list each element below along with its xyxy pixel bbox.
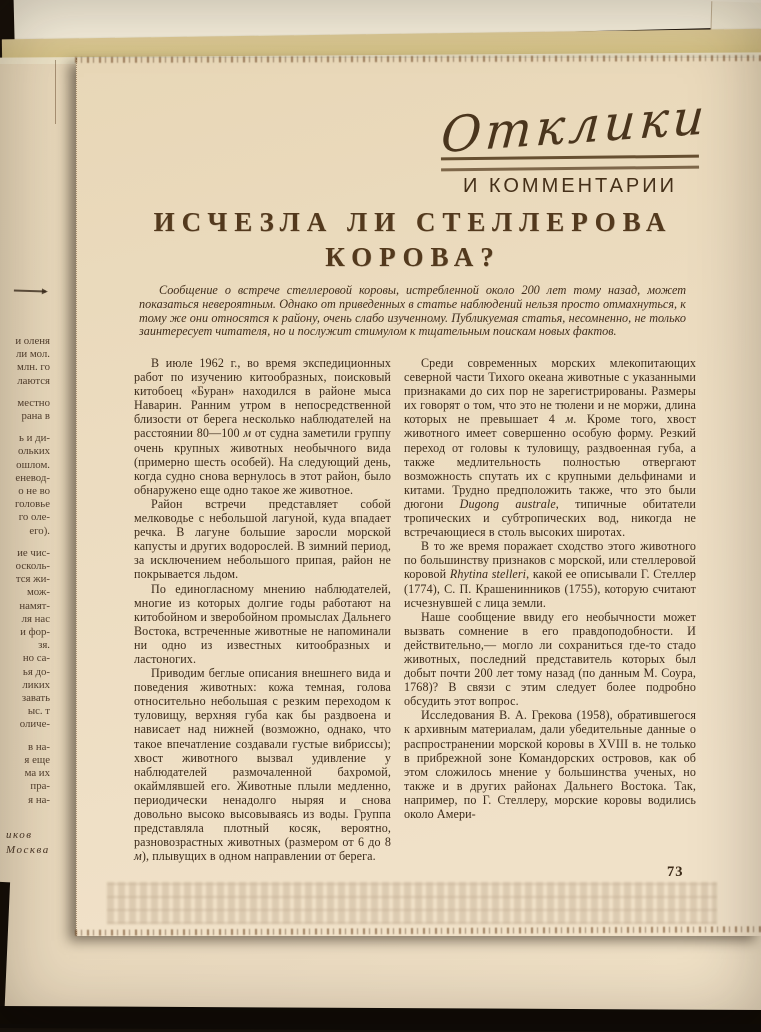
- under-page-text-fragment: ошлом.: [16, 458, 50, 471]
- under-page-text-fragment: и оленя: [15, 335, 50, 347]
- paragraph: [134, 356, 391, 497]
- paragraph: [134, 497, 391, 582]
- ink-showthrough: [107, 882, 717, 924]
- under-page-text-fragment: пра-: [30, 780, 50, 793]
- latin-species-name: Rhytina stelleri: [449, 567, 527, 582]
- paragraph: [404, 539, 696, 609]
- under-page-text-column: [0, 335, 50, 807]
- text-segment: Наше сообщение ввиду его необычности может вызвать сомнение в его правдоподобности. И действительно,— могло ли сохраниться где-то стадо животных, последний представитель которых был добыт почти 200 лет тому назад (по данным М. Соура, 1768)? В связи с этим следует более подробно обсудить этот вопрос.: [404, 609, 696, 709]
- paragraph: [134, 666, 391, 863]
- text-segment: В июле 1962 г., во время экспедиционных работ по изучению китообразных, поисковый китобоец «Буран» находился в районе мыса Наварин. Ранним утром в непосредственной близости от берега несколько наблюдателей на расстоянии 80—100: [134, 356, 391, 441]
- section-subtitle: И КОММЕНТАРИИ: [463, 175, 677, 197]
- under-page-text-fragment: о не во: [18, 485, 50, 498]
- under-page-text-fragment: еневод-: [15, 471, 50, 484]
- magazine-page: [76, 58, 761, 936]
- author-signature: [6, 828, 50, 858]
- under-page-text-fragment: местно: [17, 396, 50, 409]
- under-page-text-fragment: и фор-: [20, 626, 50, 639]
- text-segment: . Кроме того, хвост животного имеет совершенно особую форму. Резкий переход от головы к туловищу, раздвоенная губа, а также медлительность полностью отвергают возможность спутать их с крупными дельфинами и китами. Трудно предположить также, что это были дюгони: [404, 412, 696, 511]
- under-page-text-fragment: тся жи-: [15, 573, 50, 586]
- latin-species-name: м: [134, 849, 142, 864]
- text-segment: Исследования В. А. Грекова (1958), обратившегося к архивным материалам, дали убедительные данные о распространении морской коровы в XVIII в. не только в прибрежной зоне Командорских островов, как об этом сложилось мнение у большинства ученых, но также и в других районах Дальнего Востока. Так, например, по Г. Стеллеру, морские коровы водились около Амери-: [404, 708, 696, 821]
- under-page-text-fragment: я на-: [28, 793, 50, 806]
- under-page-text-fragment: рана в: [21, 410, 50, 423]
- under-page-text-fragment: но са-: [22, 652, 50, 665]
- article-column-right: [404, 356, 696, 863]
- text-segment: По единогласному мнению наблюдателей, многие из которых долгие годы работают на китобойном и зверобойном промыслах Дальнего Востока, встреченные животные не напоминали ни одно из известных китообразных и ластоногих.: [134, 581, 391, 666]
- double-rule: [441, 155, 699, 172]
- text-segment: , типичные обитатели тропических и субтропических вод, никогда не встречающиеся в столь высоких широтах.: [404, 496, 696, 540]
- under-page-text-fragment: ольких: [18, 445, 50, 458]
- under-page-text-fragment: ь и ди-: [19, 432, 50, 445]
- article-column-left: [134, 356, 391, 863]
- paragraph: [404, 356, 696, 539]
- under-page-text-fragment: осколь-: [15, 560, 50, 573]
- text-segment: В то же время поражает сходство этого животного по большинству признаков с морской, или стеллеровой коровой: [404, 539, 696, 582]
- under-page-text-fragment: лаются: [17, 374, 50, 387]
- under-page-text-fragment: ликих: [22, 678, 50, 691]
- article-title-line2: КОРОВА?: [325, 242, 501, 272]
- latin-species-name: м: [565, 412, 574, 427]
- under-page-text-fragment: завать: [21, 692, 50, 705]
- under-page-text-fragment: его).: [29, 524, 50, 537]
- under-page-text-fragment: ья до-: [22, 665, 50, 678]
- under-page-text-fragment: ля нас: [21, 612, 50, 625]
- text-segment: , какой ее описывали Г. Стеллер (1774), С. П. Крашенинников (1755), которую считают исчезнувшей с лица земли.: [404, 567, 697, 610]
- text-segment: от судна заметили группу очень крупных животных необычного вида (примерно шесть особей). На следующий день, когда судно снова вернулось в этот район, было обнаружено еще одно такое же животное.: [134, 426, 391, 497]
- under-page-text-fragment: намят-: [19, 599, 50, 612]
- section-script-title: Отклики: [439, 88, 711, 165]
- under-page-text-fragment: зя.: [38, 639, 50, 652]
- page-deckled-edge-bottom: [75, 926, 761, 936]
- article-columns: [134, 356, 696, 863]
- latin-species-name: м: [243, 426, 252, 441]
- section-header: [439, 88, 711, 198]
- page-number: 73: [667, 864, 684, 880]
- under-page-text-fragment: головье: [14, 498, 50, 511]
- under-page-text-fragment: в на-: [28, 740, 50, 753]
- text-segment: Среди современных морских млекопитающих северной части Тихого океана животные с указанными признаками до сих пор не зарегистрированы. Размеры их говорят о том, что это не тюлени и не моржи, длина которых не превышает 4: [404, 356, 696, 427]
- article-lede: Сообщение о встрече стеллеровой коровы, истребленной около 200 лет тому назад, может показаться невероятным. Однако от приведенных в статье наблюдений нельзя просто отмахнуться, к тому же они относятся к району, очень слабо изученному. Публикуемая статья, несомненно, не только заинтересует читателя, но и послужит стимулом к тщательным поискам новых фактов.: [139, 283, 686, 339]
- author-city: Москва: [6, 844, 50, 856]
- paragraph: [404, 610, 696, 709]
- article-title-line1: ИСЧЕЗЛА ЛИ СТЕЛЛЕРОВА: [153, 207, 673, 237]
- under-page-text-fragment: ыс. т: [27, 705, 50, 718]
- under-page-text-fragment: я еще: [24, 753, 50, 766]
- text-segment: Приводим беглые описания внешнего вида и поведения животных: кожа темная, голова относительно небольшая с резким переходом к туловищу, верхняя губа как бы раздвоена и нависает над нижней (возможно, однако, что такое впечатление создавали густые вибриссы); хвост животного вызвал удивление у наблюдателей размочаленной бахромой, окаймлявшей его. Животные плыли медленно, периодически ненадолго ныряя и снова довольно высоко высовываясь из воды. Группа представляла плотный косяк, вероятно, разновозрастных животных (размером от 6 до 8: [134, 666, 391, 850]
- under-page-text-fragment: ие чис-: [17, 546, 50, 559]
- latin-species-name: Dugong australe: [459, 496, 556, 511]
- text-segment: ), плывущих в одном направлении от берега.: [141, 849, 376, 864]
- author-name-fragment: иков: [6, 829, 33, 841]
- text-segment: Район встречи представляет собой мелководье с небольшой лагуной, куда впадает речка. В лагуне большие заросли морской капусты и других водорослей. В зимний период, за исключением небольшого припая, район не покрывается льдом.: [134, 496, 391, 582]
- page-edge-line: [55, 60, 56, 124]
- photo-bottom-edge: [0, 1006, 761, 1032]
- paragraph: [404, 708, 696, 821]
- under-page-text-fragment: мож-: [26, 586, 50, 599]
- page-deckled-edge-top: [75, 55, 761, 63]
- under-page-text-fragment: ли мол.: [15, 348, 50, 361]
- under-page-text-fragment: го оле-: [18, 511, 50, 524]
- under-page-text-fragment: млн. го: [17, 361, 50, 374]
- under-page-text-fragment: оличе-: [19, 718, 50, 731]
- paragraph: [134, 582, 391, 667]
- under-page-text-fragment: ма их: [24, 767, 50, 780]
- pencil-arrow-mark: [14, 283, 46, 292]
- article-title: [125, 205, 701, 275]
